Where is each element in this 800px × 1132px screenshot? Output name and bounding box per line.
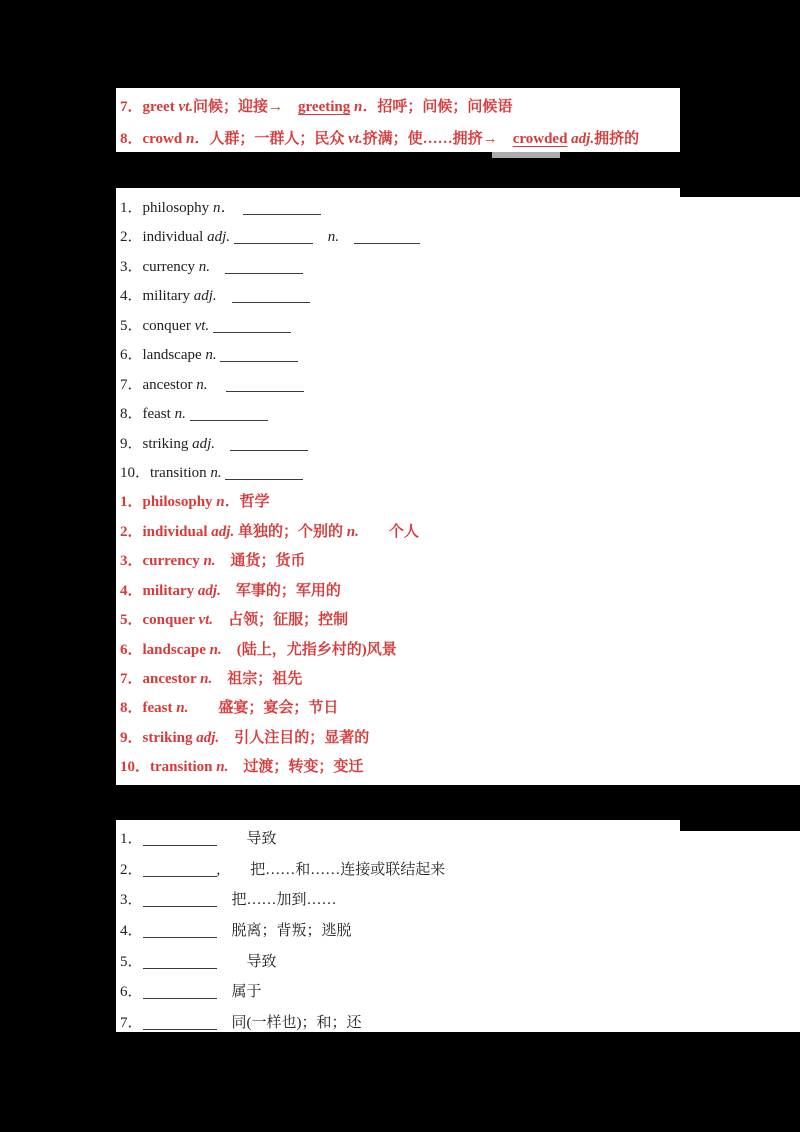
derivation-row	[120, 91, 680, 123]
vocab-answer-row	[120, 753, 800, 782]
vocab-question-row	[120, 400, 800, 429]
derivation-row	[120, 123, 680, 155]
underlined-word: crowded	[512, 131, 568, 147]
pos-tag: vt.	[178, 99, 194, 115]
pos-tag: adj.	[571, 131, 595, 147]
text-run: 4．	[120, 923, 143, 940]
vocab-question-row	[120, 459, 800, 488]
text-run: 问候；迎接→	[193, 99, 299, 115]
vocab-answer-row	[120, 694, 800, 723]
pos-tag: adj.	[197, 582, 221, 599]
pos-tag: n.	[346, 523, 359, 540]
text-run: 3．currency	[120, 553, 204, 570]
text-run	[339, 229, 354, 245]
blank-line	[190, 419, 268, 421]
text-run: 挤满；使……拥挤→	[362, 131, 513, 147]
vocab-answer-row	[120, 577, 800, 606]
vocab-answer-list	[120, 488, 800, 782]
text-run: 个人	[358, 523, 419, 540]
phrases-panel	[116, 820, 800, 1032]
vocab-question-row	[120, 253, 800, 282]
text-run: 7．	[120, 1015, 143, 1032]
pos-tag: adj.	[211, 523, 235, 540]
phrase-row	[120, 855, 800, 886]
text-run: 脱离；背叛；逃脱	[216, 923, 352, 940]
pos-tag: n.	[196, 376, 208, 393]
text-run: 拥挤的	[594, 131, 640, 147]
vocab-answer-row	[120, 724, 800, 753]
blank-line	[234, 242, 313, 244]
pos-tag: n.	[174, 406, 186, 423]
vocab-question-row	[120, 282, 800, 311]
blank-line	[220, 360, 298, 362]
text-run: 2．	[120, 861, 143, 878]
text-run: 2．individual	[120, 523, 212, 540]
text-run: 把……加到……	[216, 892, 337, 909]
underlined-word: greeting	[298, 99, 351, 115]
text-run	[313, 229, 328, 245]
derivation-list	[120, 91, 680, 155]
text-run: 9．striking	[120, 729, 197, 746]
pos-tag: adj.	[196, 729, 220, 746]
text-run: 导致	[216, 953, 277, 970]
text-run: 5．conquer	[120, 317, 195, 334]
text-run: 4．military	[120, 288, 194, 305]
text-run: 属于	[216, 984, 262, 1001]
text-run: 占领；征服；控制	[213, 612, 349, 629]
text-run	[228, 200, 243, 216]
blank-line	[213, 331, 291, 333]
text-run: 6．landscape	[120, 641, 210, 658]
text-run: 把……和……连接或联结起来	[220, 861, 446, 878]
vocab-question-list	[120, 194, 800, 488]
pos-tag: vt.	[198, 612, 214, 629]
text-run: 9．striking	[120, 435, 193, 452]
panel-corner-notch	[680, 820, 800, 831]
pos-tag: n.	[176, 700, 189, 717]
vocab-question-row	[120, 223, 800, 252]
text-run: 8．feast	[120, 700, 177, 717]
vocab-question-row	[120, 430, 800, 459]
text-run: 7．greet	[120, 99, 179, 115]
text-run: 1．philosophy	[120, 200, 213, 216]
pos-tag: vt.	[348, 131, 363, 147]
phrase-list	[120, 824, 800, 1032]
phrase-row	[120, 885, 800, 916]
grey-smudge-artifact	[492, 152, 560, 158]
text-run: 盛宴；宴会；节日	[188, 700, 339, 717]
pos-tag: n.	[200, 671, 213, 687]
text-run: 1．	[120, 831, 143, 847]
text-run: 引人注目的；显著的	[219, 729, 370, 746]
blank-line	[225, 272, 303, 274]
vocab-answer-row	[120, 518, 800, 547]
text-run: 4．military	[120, 582, 198, 599]
pos-tag: n.	[198, 258, 210, 275]
blank-line	[143, 997, 217, 999]
blank-line	[230, 449, 308, 451]
text-run: 7．ancestor	[120, 671, 201, 687]
vocab-question-row	[120, 371, 800, 400]
blank-line	[354, 242, 420, 244]
vocab-answer-row	[120, 606, 800, 635]
vocab-answer-row	[120, 636, 800, 665]
vocab-question-row	[120, 194, 800, 223]
blank-line	[143, 905, 217, 907]
text-run: 5．	[120, 953, 143, 970]
vocab-question-row	[120, 341, 800, 370]
text-run: 同(一样也)；和；还	[216, 1015, 362, 1032]
pos-tag: n．	[212, 200, 228, 216]
text-run	[210, 259, 225, 275]
pos-tag: n.	[203, 553, 216, 570]
text-run: 2．individual	[120, 229, 208, 246]
vocab-answer-row	[120, 665, 800, 694]
text-run: 8．feast	[120, 406, 175, 423]
text-run: 7．ancestor	[120, 376, 197, 393]
pos-tag: n．	[216, 494, 240, 511]
blank-line	[232, 301, 310, 303]
blank-line	[225, 478, 303, 480]
vocab-answer-row	[120, 488, 800, 517]
text-run	[207, 377, 226, 393]
text-run: 10．transition	[120, 759, 217, 776]
pos-tag: n．	[185, 131, 210, 147]
text-run: 祖宗；祖先	[212, 671, 303, 687]
text-run: 5．conquer	[120, 612, 199, 629]
text-run: 导致	[216, 831, 277, 847]
pos-tag: n．	[354, 99, 378, 115]
text-run: 过渡；转变；变迁	[228, 759, 364, 776]
text-run: 招呼；问候；问候语	[377, 99, 513, 115]
panel-corner-notch	[680, 188, 800, 197]
blank-line	[143, 967, 217, 969]
phrase-row	[120, 947, 800, 978]
pos-tag: n.	[216, 759, 229, 776]
text-run: 哲学	[239, 494, 270, 511]
text-run: ,	[216, 861, 221, 878]
word-derivation-panel	[116, 88, 680, 152]
text-run: 3．	[120, 892, 143, 909]
text-run: 10．transition	[120, 464, 211, 481]
text-run: 人群；一群人；民众	[209, 131, 349, 147]
vocab-answer-row	[120, 547, 800, 576]
vocabulary-panel	[116, 188, 800, 785]
text-run: 6．	[120, 984, 143, 1001]
phrase-row	[120, 1008, 800, 1032]
phrase-row	[120, 916, 800, 947]
text-run: 单独的；个别的	[234, 523, 347, 540]
text-run: 1．philosophy	[120, 494, 217, 511]
text-run	[217, 288, 232, 304]
pos-tag: adj.	[193, 288, 217, 305]
pos-tag: adj.	[192, 435, 216, 452]
blank-line	[226, 390, 304, 392]
text-run: 8．crowd	[120, 131, 186, 147]
phrase-row	[120, 977, 800, 1008]
pos-tag: adj.	[207, 229, 230, 246]
pos-tag: n.	[205, 347, 217, 364]
text-run: (陆上，尤指乡村的)风景	[221, 641, 397, 658]
blank-line	[143, 875, 217, 877]
text-run: 通货；货币	[215, 553, 306, 570]
text-run: 6．landscape	[120, 347, 206, 364]
pos-tag: vt.	[194, 317, 210, 334]
pos-tag: n.	[209, 641, 222, 658]
text-run	[215, 436, 230, 452]
blank-line	[143, 844, 217, 846]
pos-tag: n.	[327, 229, 340, 246]
pos-tag: n.	[210, 464, 222, 481]
vocab-question-row	[120, 312, 800, 341]
blank-line	[143, 1028, 217, 1030]
text-run: 军事的；军用的	[220, 582, 341, 599]
text-run: 3．currency	[120, 258, 199, 275]
blank-line	[243, 213, 321, 215]
blank-line	[143, 936, 217, 938]
